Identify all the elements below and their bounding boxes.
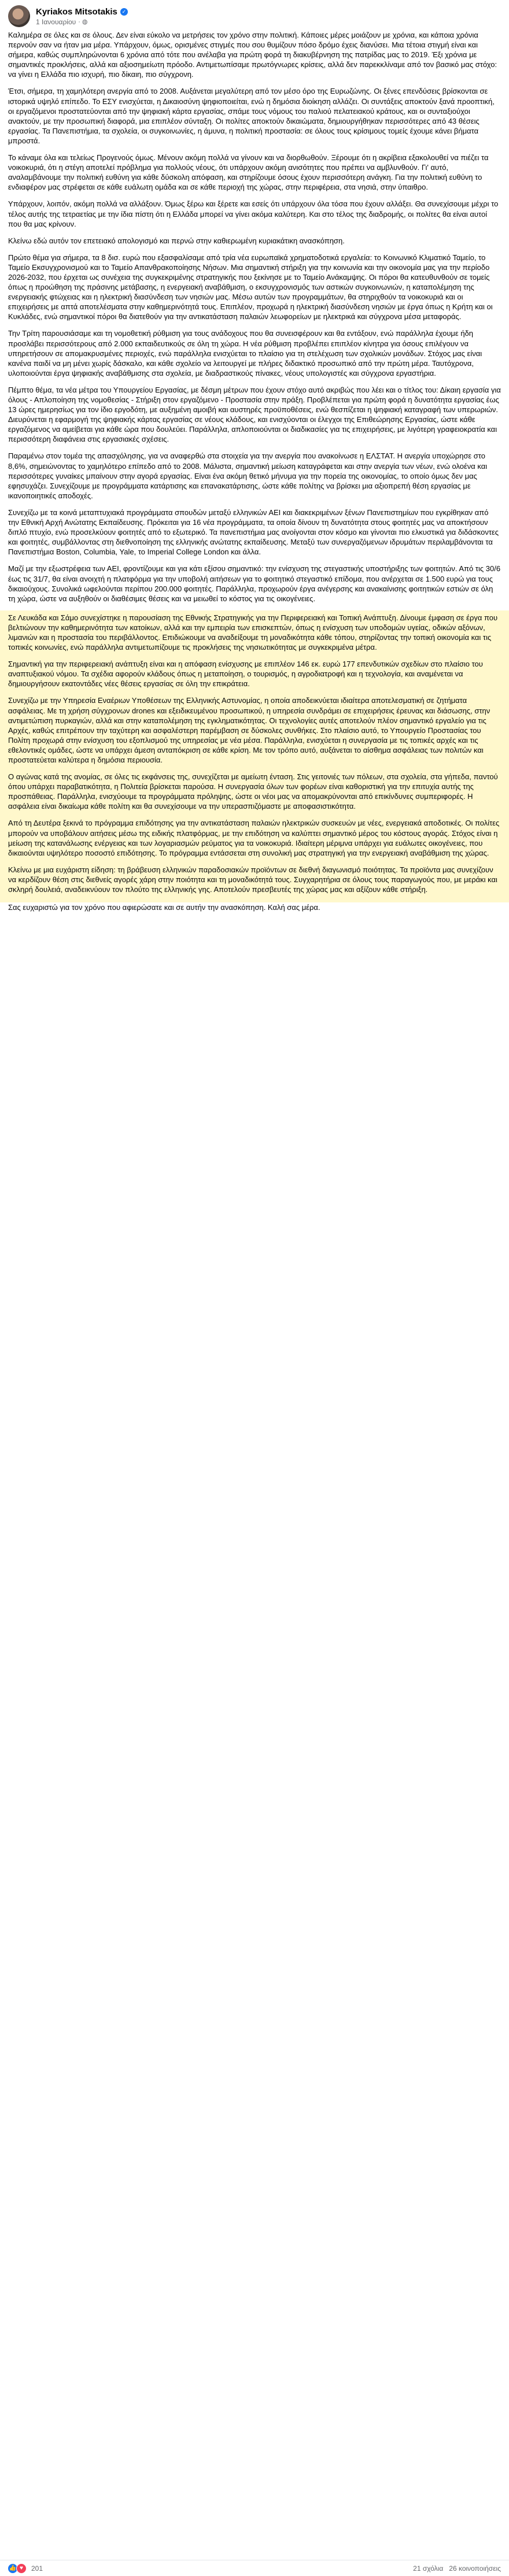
globe-icon: · ◍: [78, 18, 88, 25]
post-paragraph: Κλείνω με μια ευχάριστη είδηση: τη βράβευση ελληνικών παραδοσιακών προϊόντων σε διεθνή διαγωνισμό ποιότητας. Τα προϊόντα μας συνεχίζουν να κερδίζουν θέση στις διεθνείς αγορές χάρη στην ποιότητα και τη μοναδικότητά τους. Συγχαρητήρια σε όλους τους παραγωγούς που, με μεράκι και σκληρή δουλειά, αναδεικνύουν τον πλούτο της ελληνικής γης. Αποτελούν πρεσβευτές της χώρας μας και αξίζουν κάθε στήριξη.: [8, 865, 497, 894]
post-header: [0, 0, 509, 30]
post-paragraph: Το κάναμε όλα και τελείως Προγενούς όμως. Μένουν ακόμη πολλά να γίνουν και να διορθωθούν. Ξέρουμε ότι η ακρίβεια εξακολουθεί να πιέζει τα νοικοκυριά, ότι η στέγη αποτελεί πρόβλημα για πολλούς νέους, ότι υπάρχουν ακόμη ανισότητες που πρέπει να αμβλυνθούν. Γι' αυτό, αναλαμβάνουμε την πολιτική ευθύνη για κάθε δύσκολη απόφαση, και στηρίζουμε όσους έχουν περισσότερη ανάγκη. Για την πολιτική ευθύνη το ενδιαφέρον μας στρέφεται σε κάθε ευάλωτη ομάδα και σε κάθε περιοχή της χώρας, στην περιφέρεια, στα νησιά, στην ύπαιθρο.: [8, 153, 489, 192]
post-date[interactable]: 1 Ιανουαρίου: [36, 17, 76, 26]
like-icon: 👍: [8, 2564, 17, 2573]
post-paragraph: Καλημέρα σε όλες και σε όλους. Δεν είναι εύκολο να μετρήσεις τον χρόνο στην πολιτική. Κάποιες μέρες μοιάζουν με χρόνια, και κάποια χρόνια περνούν σαν να ήταν μια μέρα. Υπάρχουν, όμως, ορισμένες στιγμές που σου θυμίζουν πόσο δρόμο έχεις διανύσει. Μια τέτοια στιγμή είναι και σήμερα, καθώς συμπληρώνονται 6 χρόνια από τότε που ανέλαβα για πρώτη φορά τη διακυβέρνηση της πατρίδας μας το 2019. Έξι χρόνια με σημαντικές προκλήσεις, αλλά και αξιοσημείωτη πρόοδο. Αντιμετωπίσαμε πρωτόγνωρες κρίσεις, αλλά δεν παρεκκλίναμε από τον βασικό μας στόχο: να γίνει η Ελλάδα πιο ισχυρή, πιο δίκαιη, πιο σύγχρονη.: [8, 31, 497, 79]
post-paragraph: Σας ευχαριστώ για τον χρόνο που αφιερώσατε και σε αυτήν την ανασκόπηση. Καλή σας μέρα.: [8, 903, 320, 912]
post-body: [0, 30, 509, 912]
post-paragraph: Μαζί με την εξωστρέφεια των ΑΕΙ, φροντίζουμε και για κάτι εξίσου σημαντικό: την ενίσχυση της στεγαστικής υποστήριξης των φοιτητών. Από τις 30/6 έως τις 31/7, θα είναι ανοιχτή η πλατφόρμα για την υποβολή αιτήσεων για το φοιτητικό στεγαστικό επίδομα, που ανέρχεται σε 1.500 ευρώ για τους δικαιούχους. Συνολικά ωφελούνται περίπου 200.000 φοιτητές. Παράλληλα, προχωρούν έργα ανέγερσης και ανακαίνισης φοιτητικών εστιών σε όλη τη χώρα, ώστε να αυξηθούν οι διαθέσιμες θέσεις και να μειωθεί το κόστος για τις οικογένειες.: [8, 564, 501, 603]
verified-badge-icon: ✓: [120, 8, 128, 16]
shares-count[interactable]: 26 κοινοποιήσεις: [449, 2564, 501, 2573]
post-paragraph: Υπάρχουν, λοιπόν, ακόμη πολλά να αλλάξουν. Όμως ξέρω και ξέρετε και εσείς ότι υπάρχουν όλα τόσα που έχουν αλλάξει. Θα συνεχίσουμε μέχρι το τέλος αυτής της τετραετίας με την ίδια πίστη ότι η Ελλάδα μπορεί να γίνει ακόμα καλύτερη. Και στο τέλος της διαδρομής, οι πολίτες θα είναι αυτοί που θα μας κρίνουν.: [8, 199, 499, 228]
post-paragraph: Συνεχίζω με την Υπηρεσία Εναέριων Υποθέσεων της Ελληνικής Αστυνομίας, η οποία αποδεικνύεται ιδιαίτερα αποτελεσματική σε ζητήματα ασφάλειας. Με τη χρήση σύγχρονων drones και εξειδικευμένου προσωπικού, η υπηρεσία συνδράμει σε επιχειρήσεις έρευνας και διάσωσης, στην αντιμετώπιση πυρκαγιών, αλλά και στην καταπολέμηση της εγκληματικότητας. Οι τεχνολογίες αυτές αποτελούν πλέον σημαντικό εργαλείο για τις Αρχές, καθώς επιτρέπουν την ταχύτερη και ασφαλέστερη παρέμβαση σε δύσκολες συνθήκες. Στο πλαίσιο αυτό, το Υπουργείο Προστασίας του Πολίτη προχωρά στην ενίσχυση του εξοπλισμού της υπηρεσίας με νέα μέσα. Παράλληλα, ενισχύεται η συνεργασία με τις τοπικές αρχές και τις εθελοντικές ομάδες, ώστε να υπάρχει άμεση ανταπόκριση σε κάθε κρίση. Με τον τρόπο αυτό, αυξάνεται το αίσθημα ασφάλειας των πολιτών και προστατεύεται καλύτερα η δημόσια περιουσία.: [8, 696, 490, 764]
highlighted-section: [0, 610, 509, 902]
post-paragraph: Σημαντική για την περιφερειακή ανάπτυξη είναι και η απόφαση ενίσχυσης με επιπλέον 146 εκ. ευρώ 177 επενδυτικών σχεδίων στο πλαίσιο του αναπτυξιακού νόμου. Τα σχέδια αφορούν κλάδους όπως η μεταποίηση, ο τουρισμός, η αγροδιατροφή και η τεχνολογία, και αναμένεται να δημιουργήσουν εκατοντάδες νέες θέσεις εργασίας σε όλη την επικράτεια.: [8, 660, 483, 689]
post-paragraph: Έτσι, σήμερα, τη χαμηλότερη ανεργία από το 2008. Αυξάνεται μεγαλύτερη από τον μέσο όρο της Ευρωζώνης. Οι ξένες επενδύσεις βρίσκονται σε ιστορικά υψηλό επίπεδο. Το ΕΣΥ ενισχύεται, η Δικαιοσύνη ψηφιοποιείται, ενώ η δημόσια διοίκηση αλλάζει. Οι συντάξεις αποκτούν ξανά προοπτική, οι εργαζόμενοι προστατεύονται από την ψηφιακή κάρτα εργασίας, σπάμε τους νόμους του παλιού πελατειακού κράτους, και οι συνταξιούχοι ανακτούν, με την προσωπική διαφορά, μια επιπλέον σύνταξη. Οι πολίτες αποκτούν δικαιώματα, δημιουργήθηκαν περισσότερες από 43 θέσεις εργασίας. Τα Πανεπιστήμια, τα σχολεία, οι συγκοινωνίες, η άμυνα, η πολιτική προστασία: σε όλους τους κρίσιμους τομείς έχουμε κάνει βήματα μπροστά.: [8, 87, 495, 145]
post-paragraph: Ο αγώνας κατά της ανομίας, σε όλες τις εκφάνσεις της, συνεχίζεται με αμείωτη ένταση. Στις γειτονιές των πόλεων, στα σχολεία, στα γήπεδα, παντού όπου υπάρχει παραβατικότητα, η Πολιτεία βρίσκεται παρούσα. Η συνεργασία όλων των φορέων είναι καθοριστική για την επιτυχία αυτής της προσπάθειας. Παράλληλα, ενισχύουμε τα προγράμματα πρόληψης, ώστε οι νέοι μας να απομακρύνονται από επικίνδυνες συμπεριφορές. Η ασφάλεια είναι δικαίωμα κάθε πολίτη και θα συνεχίσουμε να την υπερασπιζόμαστε με αποφασιστικότητα.: [8, 772, 498, 811]
reactions-summary[interactable]: [8, 2563, 43, 2574]
post-paragraph: Πέμπτο θέμα, τα νέα μέτρα του Υπουργείου Εργασίας, με δέσμη μέτρων που έχουν στόχο αυτό ακριβώς που λέει και ο τίτλος του: Δίκαιη εργασία για όλους - Απλοποίηση της νομοθεσίας - Στήριξη στον εργαζόμενο - Προστασία στην πράξη. Προβλέπεται για πρώτη φορά η δυνατότητα εργασίας έως 13 ώρες ημερησίως για τον ίδιο εργοδότη, με αυξημένη αμοιβή και αυστηρές προϋποθέσεις, ενώ θεσπίζεται η ψηφιακή καταγραφή των υπερωριών. Διευρύνεται η εφαρμογή της ψηφιακής κάρτας εργασίας σε νέους κλάδους, και ενισχύονται οι έλεγχοι της Επιθεώρησης Εργασίας, ώστε κάθε εργαζόμενος να αμείβεται για κάθε ώρα που δουλεύει. Παράλληλα, απλοποιούνται οι διαδικασίες για τις επιχειρήσεις, με λιγότερη γραφειοκρατία και περισσότερη διαφάνεια στις εργασιακές σχέσεις.: [8, 385, 501, 444]
post-paragraph: Την Τρίτη παρουσιάσαμε και τη νομοθετική ρύθμιση για τους ανάδοχους που θα συνεισφέρουν και θα εντάξουν, ενώ παράλληλα έχουμε ήδη προσλάβει περισσότερους από 2.000 εκπαιδευτικούς σε όλη τη χώρα. Η νέα ρύθμιση προβλέπει επιπλέον κίνητρα για όσους επιλέγουν να υπηρετήσουν σε απομακρυσμένες περιοχές, ενώ παράλληλα ενισχύεται το πλαίσιο για τη στελέχωση των σχολικών μονάδων. Στόχος μας είναι κανένα παιδί να μη μένει χωρίς δάσκαλο, και κάθε σχολείο να λειτουργεί με πλήρες διδακτικό προσωπικό από την πρώτη μέρα. Ταυτόχρονα, υλοποιούνται έργα ψηφιακής αναβάθμισης στα σχολεία, με διαδραστικούς πίνακες, νέους υπολογιστές και σύγχρονα εργαστήρια.: [8, 329, 482, 377]
post-paragraph: Παραμένω στον τομέα της απασχόλησης, για να αναφερθώ στα στοιχεία για την ανεργία που ανακοίνωσε η ΕΛΣΤΑΤ. Η ανεργία υποχώρησε στο 8,6%, σημειώνοντας το χαμηλότερο επίπεδο από το 2008. Μάλιστα, σημαντική μείωση καταγράφεται και στην ανεργία των νέων, ενώ ολοένα και περισσότερες γυναίκες μπαίνουν στην αγορά εργασίας. Είναι ένα ακόμη θετικό μήνυμα για την πορεία της οικονομίας, το οποίο όμως δεν μας εφησυχάζει. Συνεχίζουμε με προγράμματα κατάρτισης και επανακατάρτισης, ώστε κάθε πολίτης να βρίσκει μια αξιοπρεπή θέση εργασίας με ικανοποιητικές αποδοχές.: [8, 451, 488, 500]
comments-count[interactable]: 21 σχόλια: [413, 2564, 444, 2573]
post-paragraph: Κλείνω εδώ αυτόν τον επετειακό απολογισμό και περνώ στην καθιερωμένη κυριακάτικη ανασκόπηση.: [8, 236, 345, 245]
reaction-count: 201: [31, 2564, 43, 2573]
post-paragraph: Σε Λευκάδα και Σάμο συνεχίστηκε η παρουσίαση της Εθνικής Στρατηγικής για την Περιφερειακή και Τοπική Ανάπτυξη. Δίνουμε έμφαση σε έργα που βελτιώνουν την καθημερινότητα των κατοίκων, αλλά και την εμπειρία των επισκεπτών, όπως η ενίσχυση των υποδομών υγείας, οδικών αξόνων, λιμανιών και η προστασία του περιβάλλοντος. Επιδιώκουμε να αναδείξουμε τη μοναδικότητα κάθε τόπου, στηρίζοντας την τοπική οικονομία και τις τοπικές κοινωνίες, ενώ παράλληλα αντιμετωπίζουμε τις προκλήσεις της νησιωτικότητας με συγκεκριμένα μέτρα.: [8, 613, 498, 652]
post-paragraph: Συνεχίζω με τα κοινά μεταπτυχιακά προγράμματα σπουδών μεταξύ ελληνικών ΑΕΙ και διακεκριμένων ξένων Πανεπιστημίων που εγκρίθηκαν από την Εθνική Αρχή Ανώτατης Εκπαίδευσης. Πρόκειται για 16 νέα προγράμματα, τα οποία δίνουν τη δυνατότητα στους φοιτητές μας να αποκτήσουν διπλό πτυχίο, ενώ προσελκύουν φοιτητές από το εξωτερικό. Τα πανεπιστήμια μας ανοίγονται στον κόσμο και γίνονται πιο ελκυστικά για διδάσκοντες και φοιτητές, συμβάλλοντας στη διεθνοποίηση της ελληνικής ανώτατης εκπαίδευσης. Μεταξύ των συνεργαζόμενων ιδρυμάτων περιλαμβάνονται τα Πανεπιστήμια Boston, Columbia, Yale, το Imperial College London και άλλα.: [8, 508, 499, 557]
engagement-stats: [413, 2564, 501, 2573]
post-meta: [36, 18, 128, 26]
post-paragraph: Από τη Δευτέρα ξεκινά το πρόγραμμα επιδότησης για την αντικατάσταση παλαιών ηλεκτρικών συσκευών με νέες, ενεργειακά αποδοτικές. Οι πολίτες μπορούν να υποβάλουν αιτήσεις μέσω της ειδικής πλατφόρμας, με την επιδότηση να καλύπτει σημαντικό μέρος του κόστους αγοράς. Στόχος είναι η μείωση της κατανάλωσης ενέργειας και των λογαριασμών ρεύματος για τα νοικοκυριά. Ιδιαίτερη μέριμνα υπάρχει για ευάλωτες οικογένειες, που δικαιούνται υψηλότερο ποσοστό επιδότησης. Το πρόγραμμα εντάσσεται στη συνολική μας στρατηγική για την ενεργειακή αναβάθμιση της χώρας.: [8, 819, 500, 857]
love-icon: ♥: [16, 2563, 27, 2574]
post-paragraph: Πρώτο θέμα για σήμερα, τα 8 δισ. ευρώ που εξασφαλίσαμε από τρία νέα ευρωπαϊκά χρηματοδοτικά εργαλεία: το Κοινωνικό Κλιματικό Ταμείο, το Ταμείο Εκσυγχρονισμού και το Ταμείο Απανθρακοποίησης Νήσων. Μια σημαντική στήριξη για την κοινωνία και την οικονομία μας για την περίοδο 2026-2032, που έρχεται ως συνέχεια της συγκεκριμένης στρατηγικής που ξεκίνησε με το Ταμείο Ανάκαμψης. Οι πόροι θα κατευθυνθούν σε τομείς όπως η προώθηση της πράσινης μετάβασης, η ενεργειακή αναβάθμιση, ο εκσυγχρονισμός των αστικών συγκοινωνιών, η καταπολέμηση της ενεργειακής φτώχειας και η ηλεκτρική διασύνδεση των νησιών μας. Μέσω αυτών των προγραμμάτων, θα στηριχθούν τα νοικοκυριά και οι επιχειρήσεις με απτά αποτελέσματα στην καθημερινότητά τους. Επιπλέον, προχωρά η ηλεκτρική διασύνδεση νησιών με έργα όπως η Κρήτη και οι Κυκλάδες, ενώ σημαντικοί πόροι θα διατεθούν για την αντικατάσταση παλαιών λεωφορείων με ηλεκτρικά και σύγχρονα μέσα μεταφοράς.: [8, 253, 493, 321]
post-footer: [0, 2560, 509, 2576]
author-name[interactable]: Kyriakos Mitsotakis: [36, 6, 117, 17]
author-block: [36, 7, 128, 26]
author-row: [36, 7, 128, 17]
author-avatar[interactable]: [8, 5, 30, 27]
